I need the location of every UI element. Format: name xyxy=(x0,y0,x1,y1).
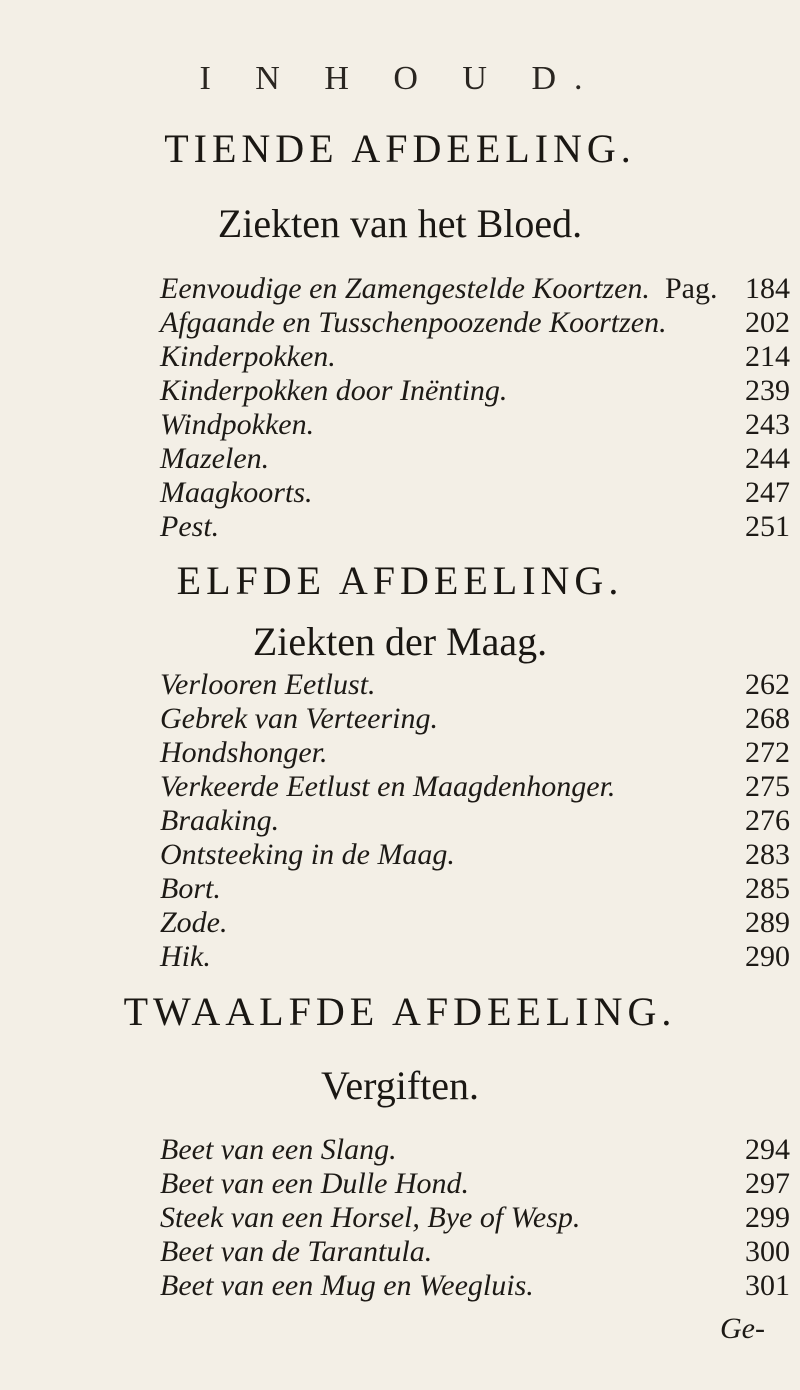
entry-title: Bort. xyxy=(160,872,221,905)
entry-title: Beet van de Tarantula. xyxy=(160,1235,433,1268)
entry-title: Verkeerde Eetlust en Maagdenhonger. xyxy=(160,770,616,803)
entry-page: 247 xyxy=(745,476,790,509)
entry-page: 202 xyxy=(745,306,790,339)
entry-page: 275 xyxy=(745,770,790,803)
entry-title: Pest. xyxy=(160,510,220,543)
entry-title: Maagkoorts. xyxy=(160,476,313,509)
toc-entry xyxy=(160,1201,790,1239)
toc-entry xyxy=(160,872,790,910)
entry-page: 268 xyxy=(745,702,790,735)
toc-entry xyxy=(160,1133,790,1171)
toc-entry xyxy=(160,374,790,412)
catchword: Ge- xyxy=(720,1312,765,1345)
entry-title: Windpokken. xyxy=(160,408,315,441)
entry-title: Mazelen. xyxy=(160,442,270,475)
entry-title: Kinderpokken. xyxy=(160,340,336,373)
entry-title: Hondshonger. xyxy=(160,736,328,769)
toc-entry xyxy=(160,668,790,706)
entry-page: 289 xyxy=(745,906,790,939)
section-heading: TWAALFDE AFDEELING. xyxy=(123,989,677,1034)
toc-entry xyxy=(160,306,790,344)
entry-title: Braaking. xyxy=(160,804,280,837)
entry-page: 283 xyxy=(745,838,790,871)
toc-entry xyxy=(160,770,790,808)
toc-entry xyxy=(160,1235,790,1273)
entry-page: 243 xyxy=(745,408,790,441)
toc-entry xyxy=(160,442,790,480)
entry-title: Ontsteeking in de Maag. xyxy=(160,838,455,871)
section-subtitle: Ziekten van het Bloed. xyxy=(217,201,583,246)
entry-page: 262 xyxy=(745,668,790,701)
entry-page: 239 xyxy=(745,374,790,407)
section-subtitle: Vergiften. xyxy=(320,1063,480,1108)
toc-entry xyxy=(160,702,790,740)
entry-page: 285 xyxy=(745,872,790,905)
entry-page: 299 xyxy=(745,1201,790,1234)
section-heading: ELFDE AFDEELING. xyxy=(176,558,624,603)
toc-entry xyxy=(160,736,790,774)
entry-page: 184 xyxy=(745,272,790,305)
running-head: I N H O U D. xyxy=(199,60,601,97)
entry-title: Gebrek van Verteering. xyxy=(160,702,438,735)
section-heading: TIENDE AFDEELING. xyxy=(164,126,636,171)
entry-title: Beet van een Mug en Weegluis. xyxy=(160,1269,534,1302)
entry-page: 294 xyxy=(745,1133,790,1166)
entry-page: 244 xyxy=(745,442,790,475)
toc-entry xyxy=(160,340,790,378)
entry-page: 300 xyxy=(745,1235,790,1268)
entry-page: 301 xyxy=(745,1269,790,1302)
toc-entry xyxy=(160,510,790,548)
entry-page: 251 xyxy=(745,510,790,543)
toc-entry xyxy=(160,906,790,944)
toc-entry xyxy=(160,838,790,876)
toc-entry xyxy=(160,408,790,446)
entry-title: Afgaande en Tusschenpoozende Koortzen. xyxy=(160,306,667,339)
toc-entry xyxy=(160,476,790,514)
entry-title: Verlooren Eetlust. xyxy=(160,668,376,701)
entry-title: Kinderpokken door Inënting. xyxy=(160,374,508,407)
section-subtitle: Ziekten der Maag. xyxy=(252,619,548,664)
entry-page: 276 xyxy=(745,804,790,837)
toc-entry xyxy=(160,272,790,310)
entry-title: Zode. xyxy=(160,906,228,939)
entry-title: Steek van een Horsel, Bye of Wesp. xyxy=(160,1201,581,1234)
entry-title: Hik. xyxy=(160,940,211,973)
toc-entry xyxy=(160,804,790,842)
entry-title: Beet van een Slang. xyxy=(160,1133,397,1166)
toc-entry xyxy=(160,1167,790,1205)
entry-page: 297 xyxy=(745,1167,790,1200)
entry-title: Beet van een Dulle Hond. xyxy=(160,1167,470,1200)
toc-entry xyxy=(160,940,790,978)
entry-page: 214 xyxy=(745,340,790,373)
pag-label: Pag. xyxy=(665,272,718,305)
entry-title: Eenvoudige en Zamengestelde Koortzen. xyxy=(160,272,650,305)
toc-entry xyxy=(160,1269,790,1307)
entry-page: 290 xyxy=(745,940,790,973)
entry-page: 272 xyxy=(745,736,790,769)
